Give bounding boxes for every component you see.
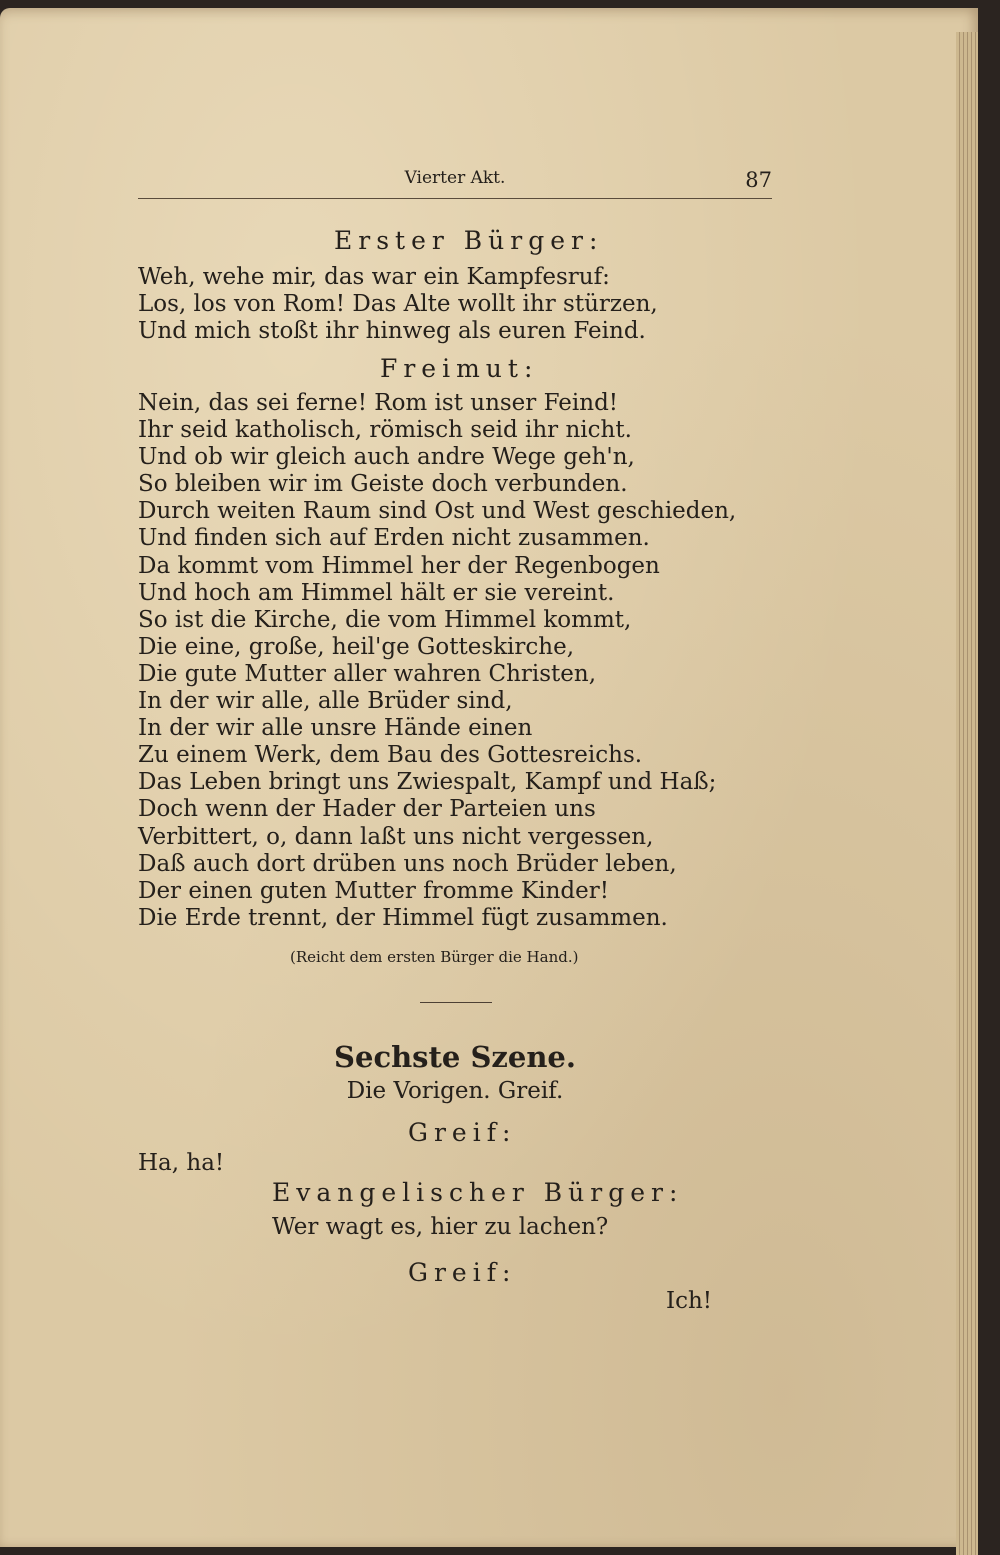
verse-line: Verbittert, o, dann laßt uns nicht vergessen, xyxy=(138,823,654,850)
speaker-heading: Erster Bürger: xyxy=(334,226,604,255)
verse-line: Die eine, große, heil'ge Gotteskirche, xyxy=(138,633,575,660)
scene-cast: Die Vorigen. Greif. xyxy=(346,1078,564,1104)
speaker-heading: Greif: xyxy=(408,1118,517,1147)
verse-line: So bleiben wir im Geiste doch verbunden. xyxy=(138,471,628,498)
section-divider xyxy=(420,1002,492,1003)
dialogue-line: Ich! xyxy=(666,1288,713,1314)
dialogue-line: Wer wagt es, hier zu lachen? xyxy=(272,1214,609,1240)
verse-line: Der einen guten Mutter fromme Kinder! xyxy=(138,877,609,904)
verse-line: Und hoch am Himmel hält er sie vereint. xyxy=(138,579,615,606)
speaker-heading: Greif: xyxy=(408,1258,517,1287)
verse-line: Und finden sich auf Erden nicht zusammen. xyxy=(138,525,650,552)
verse-line: In der wir alle, alle Brüder sind, xyxy=(138,688,513,715)
verse-line: So ist die Kirche, die vom Himmel kommt, xyxy=(138,606,632,633)
verse-line: Das Leben bringt uns Zwiespalt, Kampf und Haß; xyxy=(138,769,717,796)
verse-line: Zu einem Werk, dem Bau des Gottesreichs. xyxy=(138,742,643,769)
verse-line: Daß auch dort drüben uns noch Brüder leben, xyxy=(138,850,677,877)
verse-line: Und ob wir gleich auch andre Wege geh'n, xyxy=(138,444,635,471)
verse-line: Los, los von Rom! Das Alte wollt ihr stürzen, xyxy=(138,291,658,318)
book-page xyxy=(0,8,978,1547)
verse-line: Die Erde trennt, der Himmel fügt zusammen. xyxy=(138,904,668,931)
verse-line: Doch wenn der Hader der Parteien uns xyxy=(138,796,596,823)
verse-line: Und mich stoßt ihr hinweg als euren Feind. xyxy=(138,318,646,345)
running-head: Vierter Akt. xyxy=(404,168,506,188)
verse-line: Durch weiten Raum sind Ost und West geschieden, xyxy=(138,498,737,525)
page-edge xyxy=(956,32,978,1555)
stage-direction: (Reicht dem ersten Bürger die Hand.) xyxy=(290,948,579,966)
verse-block xyxy=(138,264,778,345)
verse-line: Die gute Mutter aller wahren Christen, xyxy=(138,660,597,687)
speaker-heading: Evangelischer Bürger: xyxy=(272,1178,684,1207)
verse-line: Da kommt vom Himmel her der Regenbogen xyxy=(138,552,660,579)
verse-block xyxy=(138,390,778,932)
verse-line: Nein, das sei ferne! Rom ist unser Feind! xyxy=(138,390,619,416)
page-header xyxy=(138,160,772,199)
verse-line: In der wir alle unsre Hände einen xyxy=(138,715,533,742)
verse-line: Weh, wehe mir, das war ein Kampfesruf: xyxy=(138,264,610,290)
verse-line: Ihr seid katholisch, römisch seid ihr nicht. xyxy=(138,417,632,444)
speaker-heading: Freimut: xyxy=(380,354,539,383)
scene-title: Sechste Szene. xyxy=(334,1040,576,1074)
dialogue-line: Ha, ha! xyxy=(138,1150,225,1176)
page-number: 87 xyxy=(745,168,772,192)
